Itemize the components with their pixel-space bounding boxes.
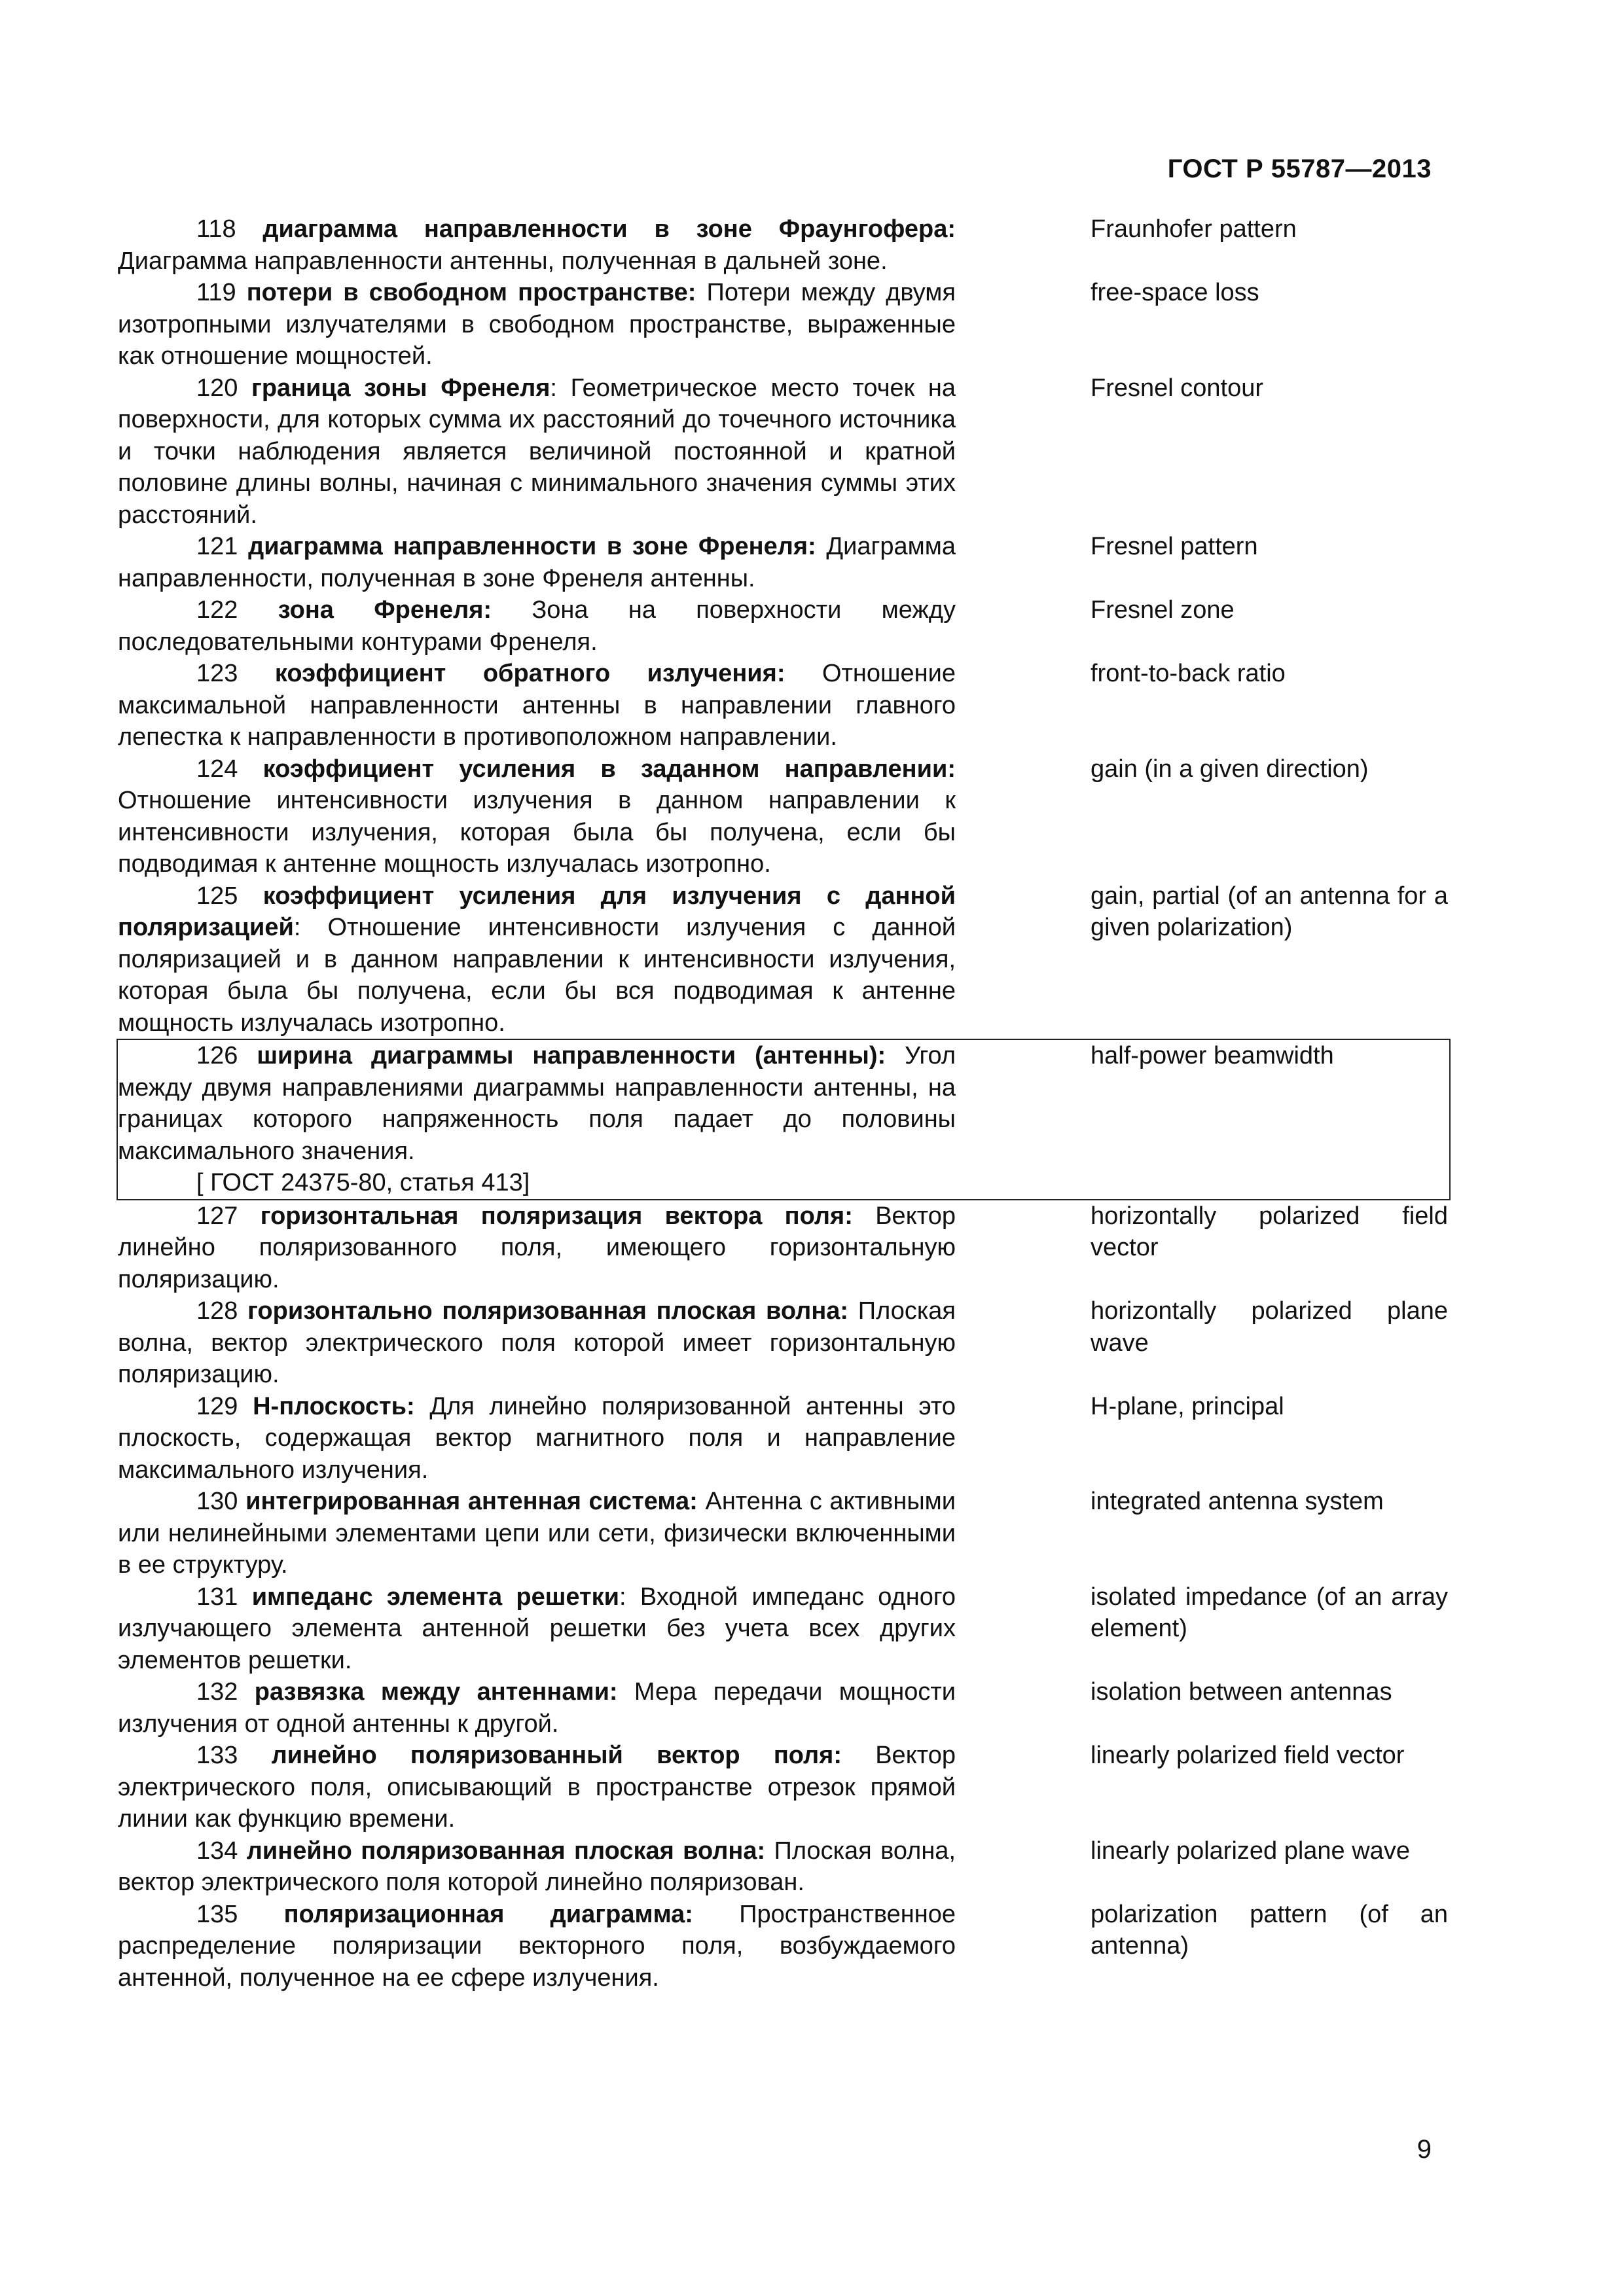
term-row — [118, 1295, 1448, 1391]
term-definition-ru — [118, 277, 956, 372]
term-english-equivalent: half-power beamwidth — [1091, 1042, 1334, 1069]
term-name: коэффициент усиления для излучения с данной поляризацией — [118, 882, 956, 941]
term-english-equivalent: free-space loss — [1091, 279, 1259, 306]
term-entry-131 — [118, 1581, 1448, 1677]
term-number: 124 — [196, 755, 238, 783]
term-name: развязка между антеннами: — [254, 1678, 618, 1706]
term-name: горизонтальная поляризация вектора поля: — [260, 1202, 853, 1230]
term-row — [118, 1040, 1449, 1167]
term-english-equivalent: horizontally polarized field vector — [1091, 1202, 1448, 1261]
term-definition-ru — [118, 1581, 956, 1677]
term-english-equivalent: gain, partial (of an antenna for a given polarization) — [1091, 882, 1448, 941]
term-number: 122 — [196, 596, 238, 624]
term-row — [118, 594, 1448, 658]
term-entry-133 — [118, 1740, 1448, 1835]
term-definition-ru — [118, 1200, 956, 1296]
term-definition-ru — [118, 1486, 956, 1581]
term-definition-text: Отношение интенсивности излучения в данном направлении к интенсивности излучения, которая была бы получена, если бы подводимая к антенне мощность излучалась изотропно. — [118, 787, 956, 878]
term-definition-ru — [118, 1295, 956, 1391]
term-definition-ru — [118, 372, 956, 531]
term-english-equivalent: gain (in a given direction) — [1091, 755, 1369, 783]
term-row — [118, 1200, 1448, 1296]
term-name: поляризационная диаграмма: — [283, 1900, 693, 1928]
term-definition-text: Для линейно поляризованной антенны это плоскость, содержащая вектор магнитного поля и направление максимального излучения. — [118, 1392, 956, 1484]
term-number: 133 — [196, 1742, 238, 1769]
term-definition-text: Зона на поверхности между последовательными контурами Френеля. — [118, 596, 956, 656]
term-name: импеданс элемента решетки — [251, 1583, 620, 1611]
term-english-equivalent: linearly polarized field vector — [1091, 1742, 1405, 1769]
term-definition-ru — [118, 1899, 956, 1994]
term-row — [118, 880, 1448, 1039]
term-number: 123 — [196, 660, 238, 687]
terms-list — [118, 213, 1448, 1994]
term-entry-129 — [118, 1391, 1448, 1486]
term-number: 121 — [196, 533, 238, 560]
term-name: коэффициент усиления в заданном направлении: — [262, 755, 956, 783]
term-definition-text: Вектор электрического поля, описывающий в пространстве отрезок прямой линии как функцию времени. — [118, 1742, 956, 1833]
term-row — [118, 372, 1448, 531]
term-number: 134 — [196, 1837, 238, 1865]
term-definition-text: : Геометрическое место точек на поверхности, для которых сумма их расстояний до точечного источника и точки наблюдения является величиной постоянной и кратной половине длины волны, начиная с минимального значения суммы этих расстояний. — [118, 374, 956, 529]
term-name: зона Френеля: — [278, 596, 492, 624]
term-definition-ru — [118, 658, 956, 753]
term-english-equivalent: linearly polarized plane wave — [1091, 1837, 1410, 1865]
term-number: 128 — [196, 1297, 238, 1325]
term-row — [118, 531, 1448, 594]
term-row — [118, 1391, 1448, 1486]
term-english-equivalent: integrated antenna system — [1091, 1488, 1384, 1515]
term-name: линейно поляризованная плоская волна: — [246, 1837, 766, 1865]
term-english-equivalent: polarization pattern (of an antenna) — [1091, 1900, 1448, 1960]
term-number: 129 — [196, 1392, 238, 1420]
term-number: 125 — [196, 882, 238, 910]
term-entry-132 — [118, 1676, 1448, 1740]
term-row — [118, 1835, 1448, 1899]
term-entry-135 — [118, 1899, 1448, 1994]
term-number: 131 — [196, 1583, 238, 1611]
term-definition-text: Плоская волна, вектор электрического поля которой имеет горизонтальную поляризацию. — [118, 1297, 956, 1388]
term-row — [118, 1899, 1448, 1994]
term-entry-118 — [118, 213, 1448, 277]
term-entry-123 — [118, 658, 1448, 753]
term-definition-text: : Входной импеданс одного излучающего элемента антенной решетки без учета всех других элементов решетки. — [118, 1583, 956, 1674]
term-definition-text: Пространственное распределение поляризации векторного поля, возбуждаемого антенной, полученное на ее сфере излучения. — [118, 1900, 956, 1992]
term-definition-ru — [118, 1676, 956, 1740]
term-row — [118, 213, 1448, 277]
term-name: горизонтально поляризованная плоская волна: — [247, 1297, 849, 1325]
term-number: 118 — [196, 215, 236, 243]
term-name: линейно поляризованный вектор поля: — [271, 1742, 842, 1769]
term-definition-ru — [118, 1391, 956, 1486]
term-number: 130 — [196, 1488, 238, 1515]
term-entry-126 — [117, 1039, 1451, 1200]
term-row — [118, 1676, 1448, 1740]
term-name: граница зоны Френеля — [251, 374, 550, 402]
term-english-equivalent: Fresnel pattern — [1091, 533, 1258, 560]
term-entry-127 — [118, 1200, 1448, 1296]
term-english-equivalent: isolation between antennas — [1091, 1678, 1392, 1706]
term-row — [118, 658, 1448, 753]
term-definition-text: Антенна с активными или нелинейными элементами цепи или сети, физически включенными в ее структуру. — [118, 1488, 956, 1579]
term-definition-text: Мера передачи мощности излучения от одной антенны к другой. — [118, 1678, 956, 1738]
term-english-equivalent: isolated impedance (of an array element) — [1091, 1583, 1448, 1642]
term-definition-ru — [118, 1040, 956, 1167]
term-number: 135 — [196, 1900, 238, 1928]
term-name: интегрированная антенная система: — [245, 1488, 698, 1515]
term-entry-121 — [118, 531, 1448, 594]
term-english-equivalent: front-to-back ratio — [1091, 660, 1286, 687]
term-entry-128 — [118, 1295, 1448, 1391]
term-definition-ru — [118, 531, 956, 594]
term-number: 132 — [196, 1678, 238, 1706]
term-number: 120 — [196, 374, 238, 402]
page-number: 9 — [1416, 2135, 1432, 2164]
term-definition-ru — [118, 1835, 956, 1899]
document-code: ГОСТ Р 55787—2013 — [1167, 154, 1432, 183]
term-entry-119 — [118, 277, 1448, 372]
term-entry-134 — [118, 1835, 1448, 1899]
term-definition-ru — [118, 594, 956, 658]
term-definition-text: : Отношение интенсивности излучения с данной поляризацией и в данном направлении к интенсивности излучения, которая была бы получена, если бы вся подводимая к антенне мощность излучалась изотропно. — [118, 914, 956, 1037]
term-entry-130 — [118, 1486, 1448, 1581]
term-name: коэффициент обратного излучения: — [274, 660, 785, 687]
term-name: диаграмма направленности в зоне Френеля: — [248, 533, 816, 560]
term-name: диаграмма направленности в зоне Фраунгофера: — [262, 215, 956, 243]
term-definition-text: Вектор линейно поляризованного поля, имеющего горизонтальную поляризацию. — [118, 1202, 956, 1293]
term-definition-text: Угол между двумя направлениями диаграммы направленности антенны, на границах которого напряженность поля падает до половины максимального значения. — [118, 1042, 956, 1165]
term-number: 126 — [196, 1042, 238, 1069]
term-english-equivalent: Fresnel contour — [1091, 374, 1264, 402]
term-name: Н-плоскость: — [253, 1392, 415, 1420]
term-number: 119 — [196, 279, 236, 306]
term-row — [118, 1581, 1448, 1677]
term-english-equivalent: Fresnel zone — [1091, 596, 1235, 624]
term-definition-text: Потери между двумя изотропными излучателями в свободном пространстве, выраженные как отношение мощностей. — [118, 279, 956, 370]
term-definition-text: Диаграмма направленности антенны, полученная в дальней зоне. — [118, 247, 888, 275]
term-row — [118, 1740, 1448, 1835]
term-name: потери в свободном пространстве: — [246, 279, 696, 306]
term-entry-124 — [118, 753, 1448, 880]
term-definition-text: Диаграмма направленности, полученная в зоне Френеля антенны. — [118, 533, 956, 592]
term-definition-ru — [118, 753, 956, 880]
term-english-equivalent: horizontally polarized plane wave — [1091, 1297, 1448, 1357]
term-row — [118, 1486, 1448, 1581]
term-definition-ru — [118, 1740, 956, 1835]
term-row — [118, 753, 1448, 880]
term-definition-text: Отношение максимальной направленности антенны в направлении главного лепестка к направленности в противоположном направлении. — [118, 660, 956, 751]
term-definition-text: Плоская волна, вектор электрического поля которой линейно поляризован. — [118, 1837, 956, 1896]
term-entry-120 — [118, 372, 1448, 531]
term-row — [118, 277, 1448, 372]
term-english-equivalent: H-plane, principal — [1091, 1392, 1284, 1420]
term-source-reference: [ ГОСТ 24375-80, статья 413] — [196, 1169, 530, 1196]
term-english-equivalent: Fraunhofer pattern — [1091, 215, 1297, 243]
term-entry-125 — [118, 880, 1448, 1039]
term-name: ширина диаграммы направленности (антенны): — [257, 1042, 886, 1069]
term-definition-ru — [118, 213, 956, 277]
term-number: 127 — [196, 1202, 238, 1230]
term-entry-122 — [118, 594, 1448, 658]
term-definition-ru — [118, 880, 956, 1039]
